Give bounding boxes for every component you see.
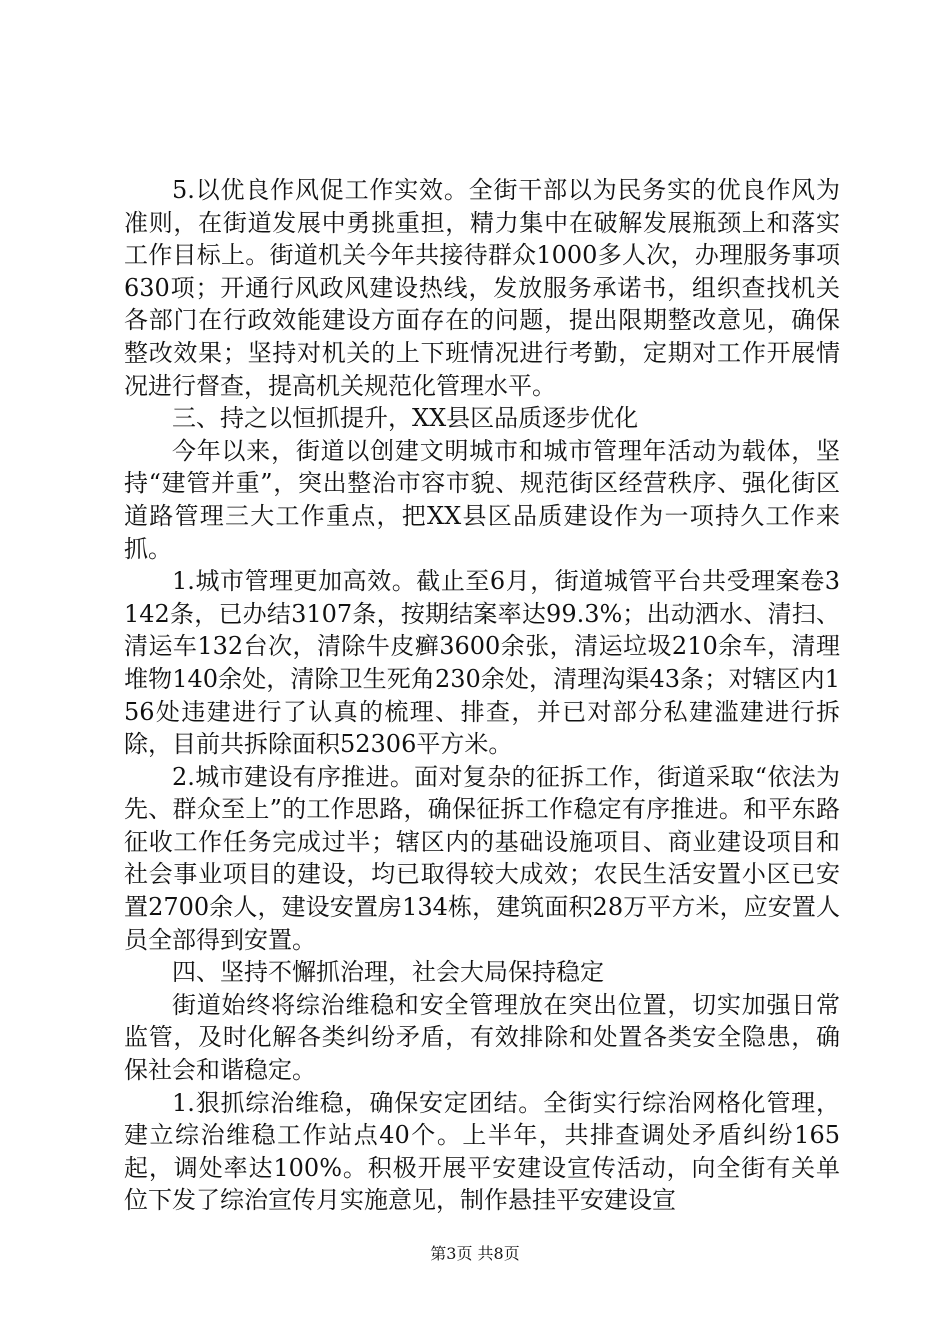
page-footer: 第3页 共8页 (430, 1244, 520, 1263)
paragraph-work-style: 5.以优良作风促工作实效。全街干部以为民务实的优良作风为准则，在街道发展中勇挑重担，精力集中在破解发展瓶颈上和落实工作目标上。街道机关今年共接待群众1000多人次，办理服务事项630项；开通行风政风建设热线，发放服务承诺书，组织查找机关各部门在行政效能建设方面存在的问题，提出限期整改意见，确保整改效果；坚持对机关的上下班情况进行考勤，定期对工作开展情况进行督查，提高机关规范化管理水平。 (124, 176, 840, 400)
document-body (124, 174, 840, 1217)
paragraph-city-construction: 2.城市建设有序推进。面对复杂的征拆工作，街道采取“依法为先、群众至上”的工作思路，确保征拆工作稳定有序推进。和平东路征收工作任务完成过半；辖区内的基础设施项目、商业建设项目和社会事业项目的建设，均已取得较大成效；农民生活安置小区已安置2700余人，建设安置房134栋，建筑面积28万平方米，应安置人员全部得到安置。 (124, 762, 840, 954)
paragraph-stability: 1.狠抓综治维稳，确保安定团结。全街实行综治网格化管理，建立综治维稳工作站点40个。上半年，共排查调处矛盾纠纷165起，调处率达100%。积极开展平安建设宣传活动，向全街有关单位下发了综治宣传月实施意见，制作悬挂平安建设宣 (124, 1088, 840, 1215)
paragraph-section-three-intro: 今年以来，街道以创建文明城市和城市管理年活动为载体，坚持“建管并重”，突出整治市容市貌、规范街区经营秩序、强化街区道路管理三大工作重点，把XX县区品质建设作为一项持久工作来抓。 (124, 436, 840, 563)
section-heading-three: 三、持之以恒抓提升，XX县区品质逐步优化 (172, 404, 639, 433)
paragraph-section-four-intro: 街道始终将综治维稳和安全管理放在突出位置，切实加强日常监管，及时化解各类纠纷矛盾，有效排除和处置各类安全隐患，确保社会和谐稳定。 (124, 990, 840, 1085)
section-heading-four: 四、坚持不懈抓治理，社会大局保持稳定 (172, 958, 604, 987)
paragraph-city-management: 1.城市管理更加高效。截止至6月，街道城管平台共受理案卷3142条，已办结3107条，按期结案率达99.3%；出动洒水、清扫、清运车132台次，清除牛皮癣3600余张，清运垃圾210余车，清理堆物140余处，清除卫生死角230余处，清理沟渠43条；对辖区内156处违建进行了认真的梳理、排查，并已对部分私建滥建进行拆除，目前共拆除面积52306平方米。 (124, 567, 840, 759)
